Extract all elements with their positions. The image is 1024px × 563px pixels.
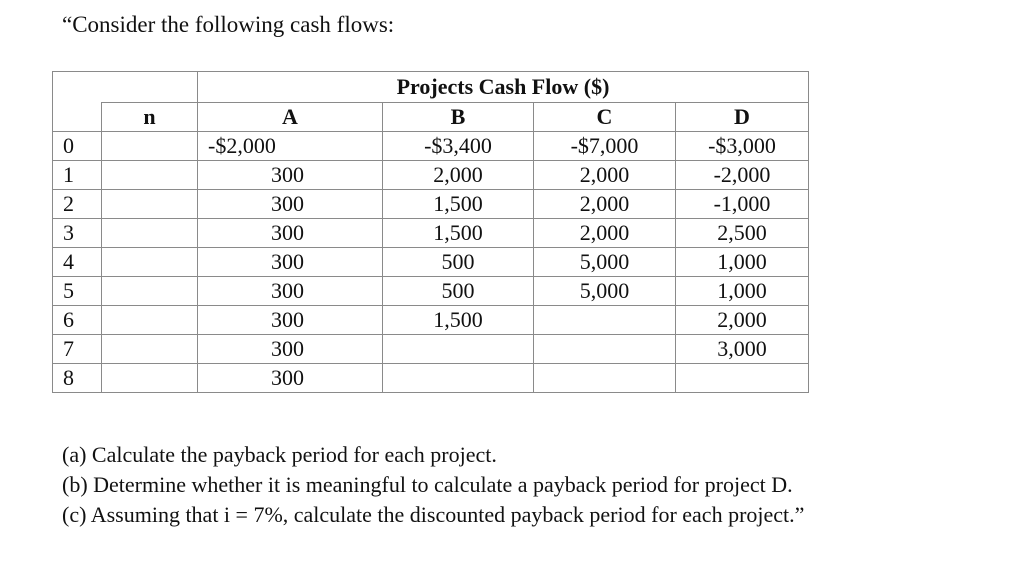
- cell-d: 2,000: [676, 306, 809, 335]
- cell-n: 3: [53, 219, 102, 248]
- header-b: B: [383, 103, 534, 132]
- cell-blank: [102, 306, 198, 335]
- cell-b: [383, 335, 534, 364]
- table-title-row: [53, 72, 809, 103]
- table-row: [53, 190, 809, 219]
- cash-flow-table: [52, 71, 809, 393]
- cell-n: 4: [53, 248, 102, 277]
- header-n: n: [102, 103, 198, 132]
- cell-c: 2,000: [534, 190, 676, 219]
- cell-a: 300: [198, 248, 383, 277]
- cell-d: 1,000: [676, 277, 809, 306]
- table-header-row: [53, 103, 809, 132]
- table-row: [53, 364, 809, 393]
- cell-blank: [102, 364, 198, 393]
- cell-n: 1: [53, 161, 102, 190]
- cell-d: -2,000: [676, 161, 809, 190]
- cell-b: 500: [383, 277, 534, 306]
- table-row: [53, 219, 809, 248]
- table-body: [53, 132, 809, 393]
- cell-a: 300: [198, 161, 383, 190]
- questions: [62, 440, 804, 530]
- table-row: [53, 248, 809, 277]
- cell-b: 1,500: [383, 306, 534, 335]
- cell-n: 6: [53, 306, 102, 335]
- cell-d: -$3,000: [676, 132, 809, 161]
- cell-c: 5,000: [534, 248, 676, 277]
- cell-b: 2,000: [383, 161, 534, 190]
- cell-d: 1,000: [676, 248, 809, 277]
- cell-blank: [102, 335, 198, 364]
- cell-c: [534, 306, 676, 335]
- cell-n: 5: [53, 277, 102, 306]
- cell-c: 2,000: [534, 161, 676, 190]
- table-row: [53, 132, 809, 161]
- table-title: Projects Cash Flow ($): [198, 72, 809, 103]
- cell-b: [383, 364, 534, 393]
- cell-n: 8: [53, 364, 102, 393]
- cell-b: 1,500: [383, 190, 534, 219]
- cell-blank: [102, 248, 198, 277]
- cell-blank: [102, 190, 198, 219]
- table-row: [53, 306, 809, 335]
- header-d: D: [676, 103, 809, 132]
- question-c: (c) Assuming that i = 7%, calculate the discounted payback period for each project.”: [62, 502, 805, 527]
- table-row: [53, 335, 809, 364]
- cell-a: -$2,000: [198, 132, 383, 161]
- question-a: (a) Calculate the payback period for each project.: [62, 442, 497, 467]
- cell-n: 0: [53, 132, 102, 161]
- cell-a: 300: [198, 335, 383, 364]
- header-c: C: [534, 103, 676, 132]
- cell-blank: [102, 161, 198, 190]
- cell-a: 300: [198, 277, 383, 306]
- cell-b: 1,500: [383, 219, 534, 248]
- cell-b: 500: [383, 248, 534, 277]
- cell-blank: [102, 219, 198, 248]
- cell-n: 7: [53, 335, 102, 364]
- cell-c: 2,000: [534, 219, 676, 248]
- header-blank-cell: [53, 103, 102, 132]
- table-row: [53, 161, 809, 190]
- cell-a: 300: [198, 306, 383, 335]
- cell-blank: [102, 277, 198, 306]
- cell-d: 3,000: [676, 335, 809, 364]
- cell-c: [534, 364, 676, 393]
- cell-d: 2,500: [676, 219, 809, 248]
- cell-c: -$7,000: [534, 132, 676, 161]
- table-row: [53, 277, 809, 306]
- cell-d: -1,000: [676, 190, 809, 219]
- title-blank-cell: [53, 72, 198, 103]
- cell-c: 5,000: [534, 277, 676, 306]
- cell-a: 300: [198, 364, 383, 393]
- intro-text: “Consider the following cash flows:: [62, 12, 395, 37]
- cell-a: 300: [198, 190, 383, 219]
- cell-d: [676, 364, 809, 393]
- question-b: (b) Determine whether it is meaningful to calculate a payback period for project D.: [62, 472, 793, 497]
- header-a: A: [198, 103, 383, 132]
- cell-a: 300: [198, 219, 383, 248]
- cell-blank: [102, 132, 198, 161]
- cell-b: -$3,400: [383, 132, 534, 161]
- cell-c: [534, 335, 676, 364]
- cell-n: 2: [53, 190, 102, 219]
